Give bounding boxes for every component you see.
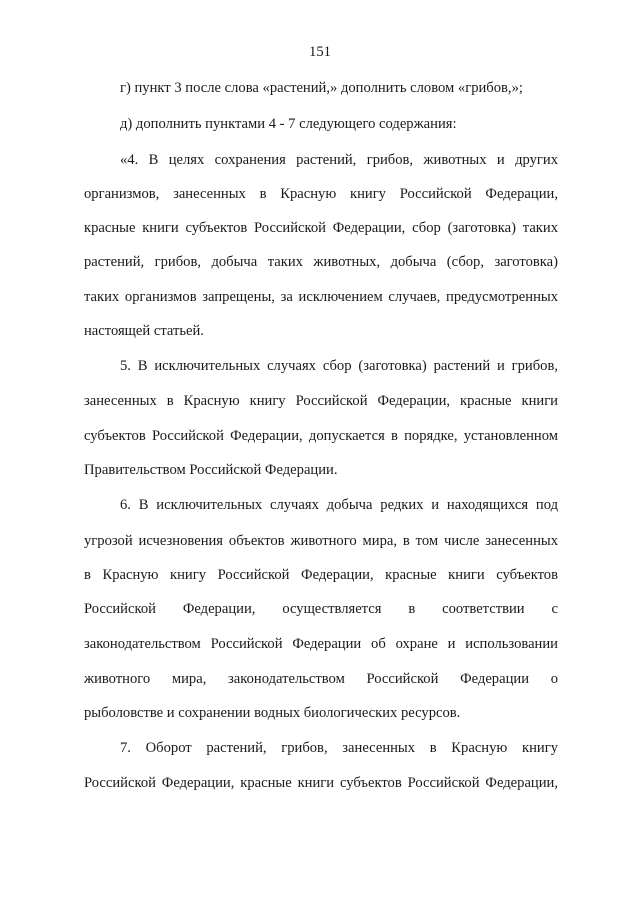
text-line: Правительством Российской Федерации. <box>84 462 338 478</box>
text-line: занесенных в Красную книгу Российской Федерации, красные книги <box>84 393 558 409</box>
text-line: угрозой исчезновения объектов животного мира, в том числе занесенных <box>84 533 558 549</box>
text-line: настоящей статьей. <box>84 323 204 339</box>
text-line: рыболовстве и сохранении водных биологических ресурсов. <box>84 705 461 721</box>
text-line: животного мира, законодательством Российской Федерации о <box>84 671 558 687</box>
text-line: г) пункт 3 после слова «растений,» дополнить словом «грибов,»; <box>120 80 523 96</box>
text-line: 5. В исключительных случаях сбор (заготовка) растений и грибов, <box>120 358 558 374</box>
text-line: таких организмов запрещены, за исключением случаев, предусмотренных <box>84 289 558 305</box>
text-line: субъектов Российской Федерации, допускается в порядке, установленном <box>84 428 558 444</box>
text-line: растений, грибов, добыча таких животных, добыча (сбор, заготовка) <box>84 254 558 270</box>
text-line: Российской Федерации, красные книги субъектов Российской Федерации, <box>84 775 558 791</box>
text-line: д) дополнить пунктами 4 - 7 следующего содержания: <box>120 116 457 132</box>
text-line: законодательством Российской Федерации об охране и использовании <box>84 636 558 652</box>
text-line: 6. В исключительных случаях добыча редких и находящихся под <box>120 497 558 513</box>
text-line: красные книги субъектов Российской Федерации, сбор (заготовка) таких <box>84 220 558 236</box>
text-line: «4. В целях сохранения растений, грибов, животных и других <box>120 152 558 168</box>
page-number: 151 <box>309 44 331 60</box>
text-line: 7. Оборот растений, грибов, занесенных в Красную книгу <box>120 740 558 756</box>
text-line: организмов, занесенных в Красную книгу Российской Федерации, <box>84 186 558 202</box>
text-line: в Красную книгу Российской Федерации, красные книги субъектов <box>84 567 558 583</box>
text-line: Российской Федерации, осуществляется в соответствии с <box>84 601 558 617</box>
